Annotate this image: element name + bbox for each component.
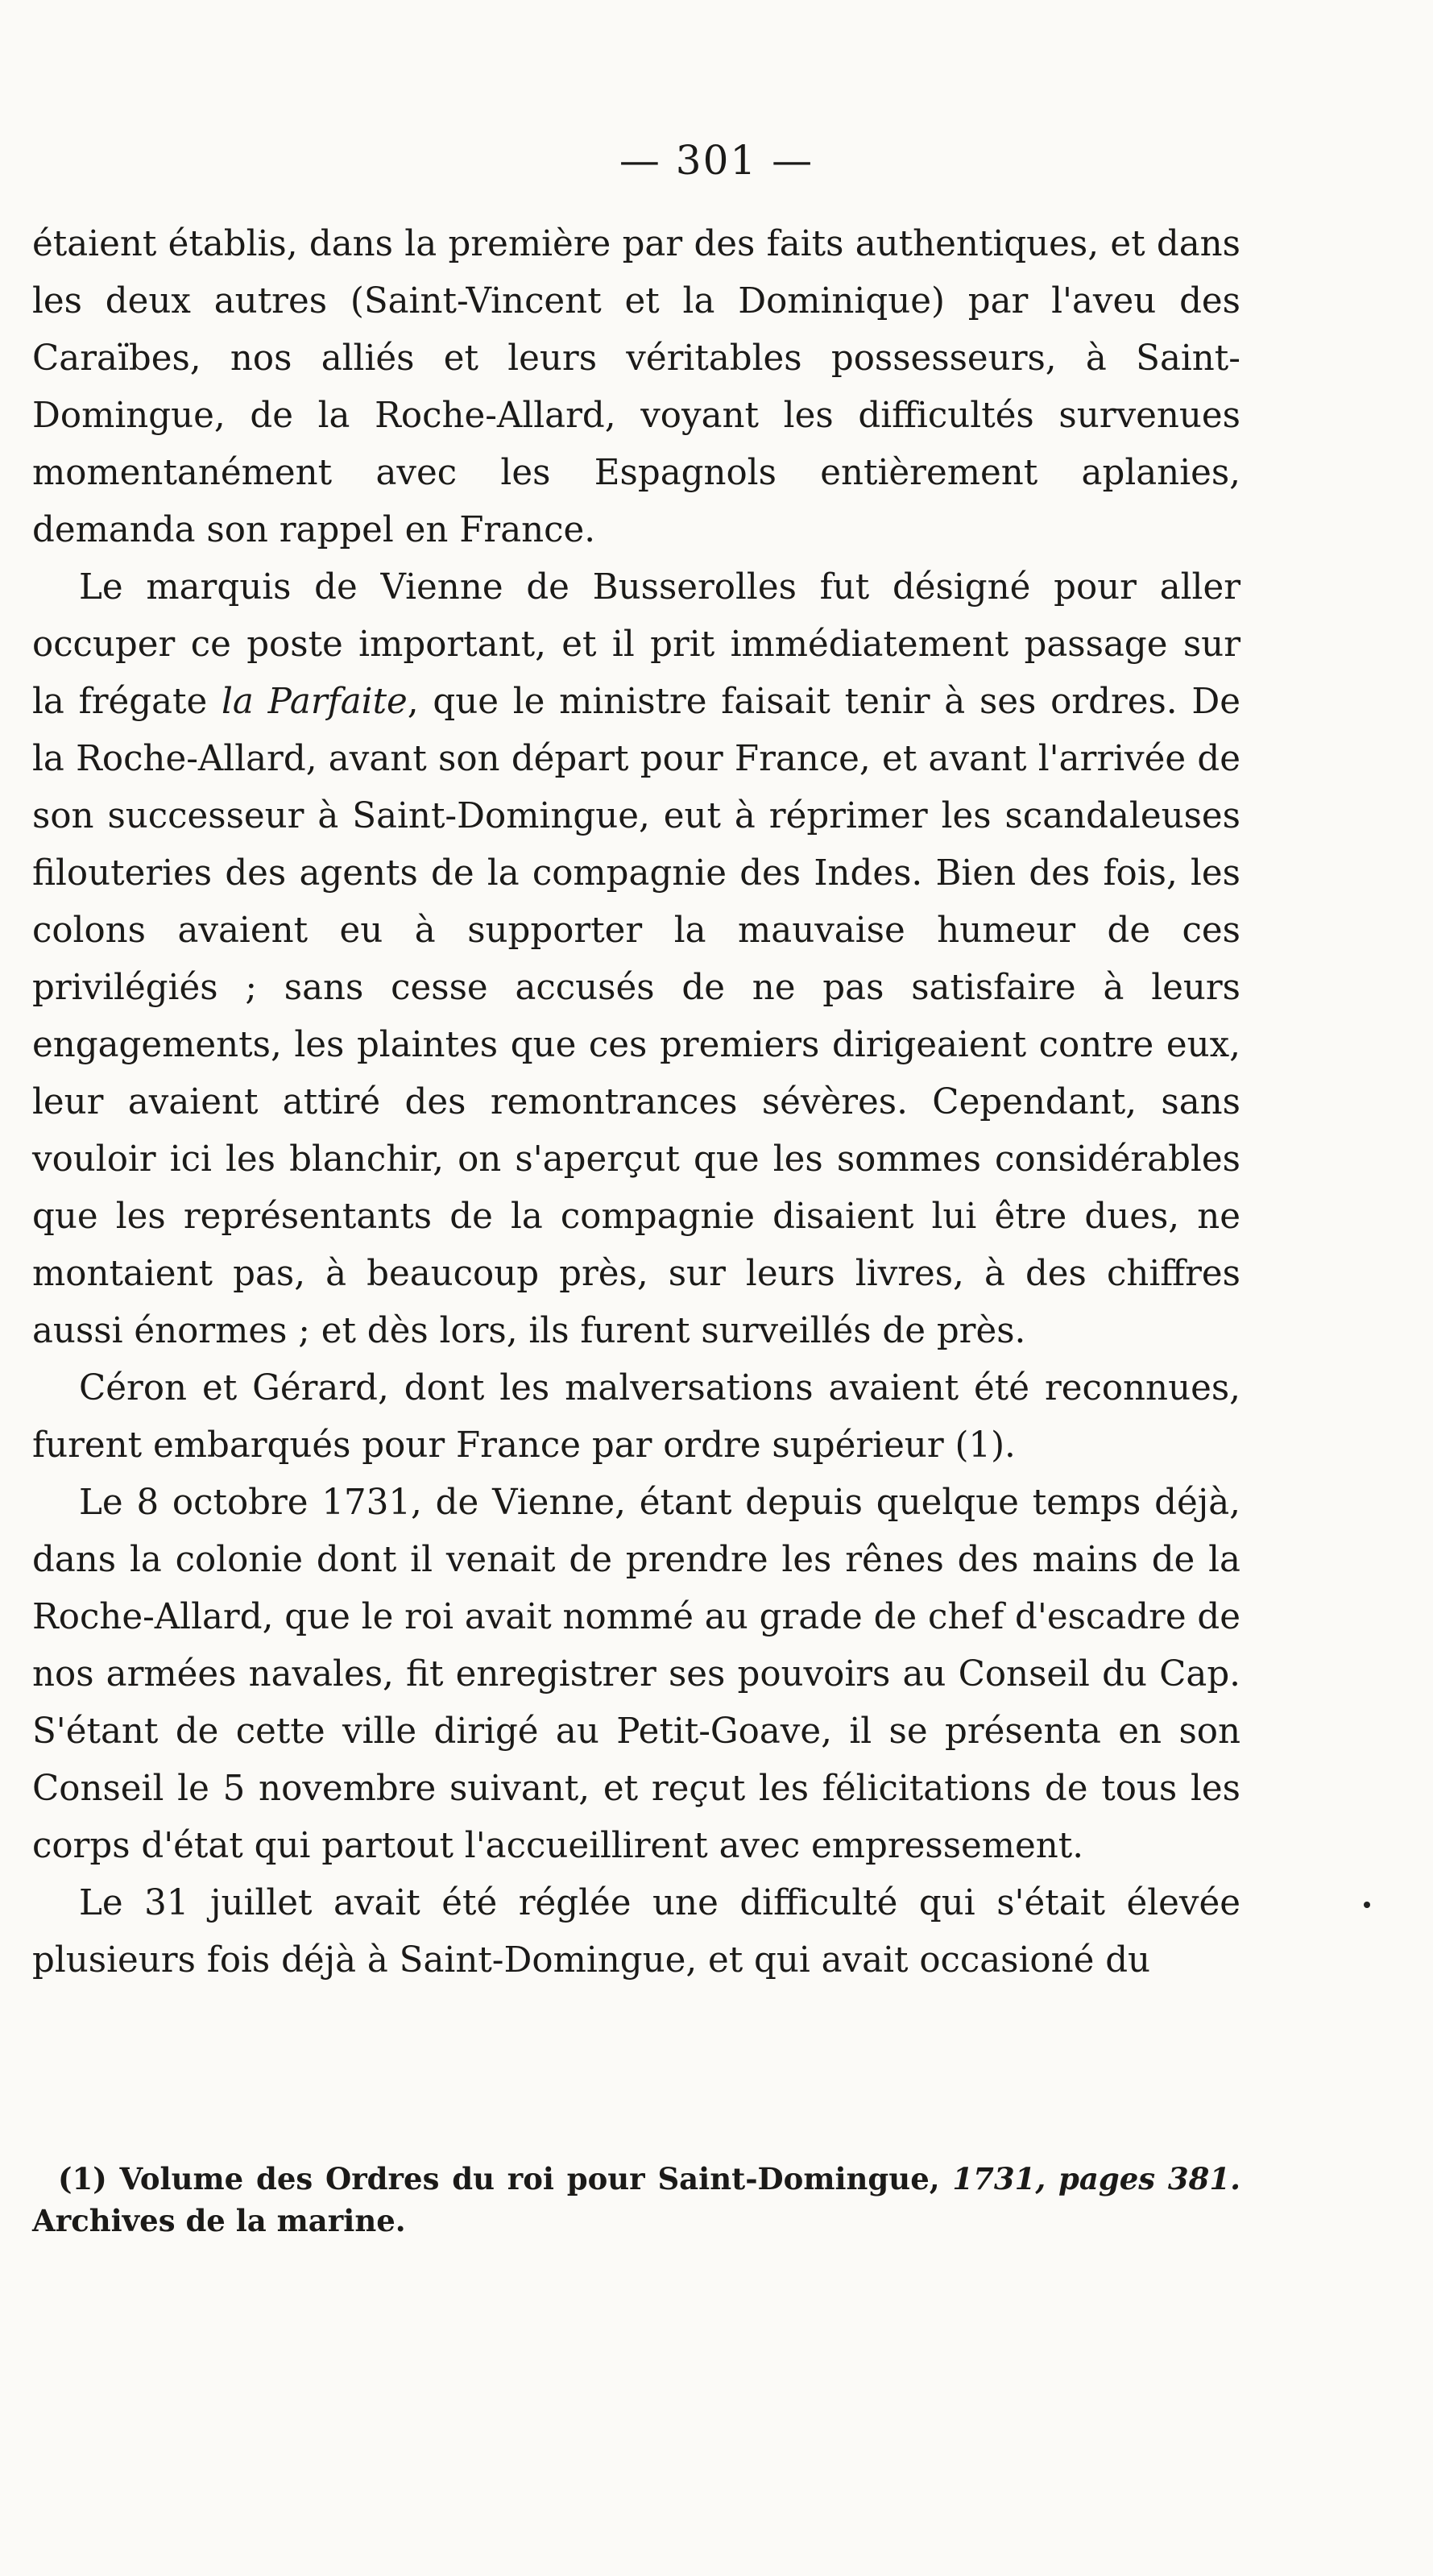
paragraph-3 bbox=[32, 1360, 1240, 1475]
body-text bbox=[32, 216, 1240, 1989]
footnote-marker: (1) bbox=[58, 2161, 107, 2196]
footnote-text: Volume des Ordres du roi pour Saint-Domingue, bbox=[106, 2161, 953, 2196]
ink-speck bbox=[1364, 1902, 1370, 1908]
paragraph-3-text: Céron et Gérard, dont les malversations avaient été reconnues, furent embarqués pour France par ordre supérieur (1). bbox=[32, 1368, 1240, 1466]
paragraph-5 bbox=[32, 1875, 1240, 1989]
page-number: — 301 — bbox=[619, 137, 814, 184]
paragraph-2-text-b: , que le ministre faisait tenir à ses ordres. De la Roche-Allard, avant son départ pour France, et avant l'arrivée de son successeur à Saint-Domingue, eut à réprimer les scandaleuses filouteries des agents de la compagnie des Indes. Bien des fois, les colons avaient eu à supporter la mauvaise humeur de ces privilégiés ; sans cesse accusés de ne pas satisfaire à leurs engagements, les plaintes que ces premiers dirigeaient contre eux, leur avaient attiré des remontrances sévères. Cependant, sans vouloir ici les blanchir, on s'aperçut que les sommes considérables que les représentants de la compagnie disaient lui être dues, ne montaient pas, à beaucoup près, sur leurs livres, à des chiffres aussi énormes ; et dès lors, ils furent surveillés de près. bbox=[32, 682, 1240, 1351]
footnote-line bbox=[32, 2158, 1240, 2242]
paragraph-4-text: Le 8 octobre 1731, de Vienne, étant depuis quelque temps déjà, dans la colonie dont il venait de prendre les rênes des mains de la Roche-Allard, que le roi avait nommé au grade de chef d'escadre de nos armées navales, fit enregistrer ses pouvoirs au Conseil du Cap. S'étant de cette ville dirigé au Petit-Goave, il se présenta en son Conseil le 5 novembre suivant, et reçut les félicitations de tous les corps d'état qui partout l'accueillirent avec empressement. bbox=[32, 1483, 1241, 1866]
footnote bbox=[32, 2158, 1240, 2242]
footnote-pages: 1731, pages 381. bbox=[952, 2161, 1240, 2196]
footnote-archive: Archives de la marine. bbox=[32, 2203, 406, 2238]
paragraph-1-text: étaient établis, dans la première par des faits authentiques, et dans les deux autres (Saint-Vincent et la Dominique) par l'aveu des Caraïbes, nos alliés et leurs véritables possesseurs, à Saint-Domingue, de la Roche-Allard, voyant les difficultés survenues momentanément avec les Espagnols entièrement aplanies, demanda son rappel en France. bbox=[32, 224, 1240, 550]
paragraph-2 bbox=[32, 559, 1240, 1360]
ship-name: la Parfaite bbox=[221, 682, 408, 722]
paragraph-1 bbox=[32, 216, 1240, 559]
paragraph-5-text: Le 31 juillet avait été réglée une difficulté qui s'était élevée plusieurs fois déjà à Saint-Domingue, et qui avait occasioné du bbox=[32, 1883, 1240, 1981]
paragraph-2-text-a: Le marquis de Vienne de Busserolles fut désigné pour aller occuper ce poste important, et il prit immédiatement passage sur la frégate bbox=[32, 567, 1240, 722]
paragraph-4 bbox=[32, 1475, 1240, 1875]
